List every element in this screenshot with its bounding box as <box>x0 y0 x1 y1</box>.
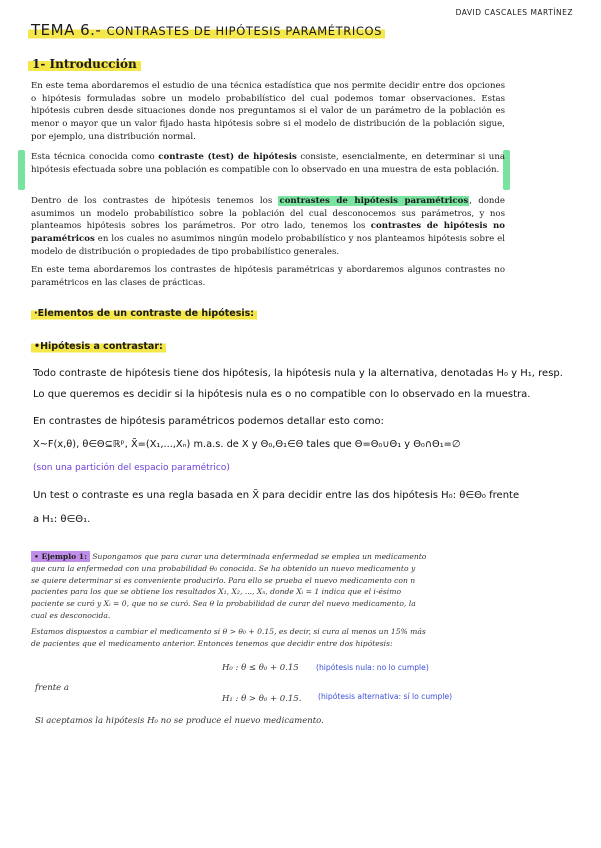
title-sub: CONTRASTES DE HIPÓTESIS PARAMÉTRICOS <box>106 24 383 38</box>
intro-paragraph-2 <box>31 151 505 176</box>
hypothesis-line-3: En contrastes de hipótesis paramétricos podemos detallar esto como: <box>33 416 384 427</box>
p2-text-a: Esta técnica conocida como <box>31 152 159 162</box>
example-1-block <box>31 551 501 649</box>
highlight-bar-left <box>18 150 25 190</box>
hypothesis-formula: X~F(x,θ), θ∈Θ⊆ℝᵖ, X̃=(X₁,...,Xₙ) m.a.s. de X y Θ₀,Θ₁∈Θ tales que Θ=Θ₀∪Θ₁ y Θ₀∩Θ₁=∅ <box>33 439 461 450</box>
alternative-hypothesis-note: (hipótesis alternativa: sí lo cumple) <box>318 692 453 701</box>
author-name: DAVID CASCALES MARTÍNEZ <box>455 8 573 17</box>
frente-a-text: frente a <box>35 683 69 693</box>
example-text-1: Supongamos que para curar una determinada enfermedad se emplea un medicamento <box>92 552 427 561</box>
test-definition-line: Un test o contraste es una regla basada en X̃ para decidir entre las dos hipótesis H₀: θ∈Θ₀ frente <box>33 490 520 501</box>
page-title <box>28 20 385 39</box>
example-line: pacientes para los que se obtiene los resultados X₁, X₂, ..., Xₙ, donde Xᵢ = 1 indica que el i-ésimo <box>31 587 402 597</box>
p3-highlighted-term: contrastes de hipótesis paramétricos <box>279 196 469 206</box>
p3-text-a: Dentro de los contrastes de hipótesis tenemos los <box>31 196 279 206</box>
example-line: se quiere determinar si es conveniente producirlo. Para ello se prueba el nuevo medicamento con n <box>31 575 416 585</box>
example-line: de pacientes que el medicamento anterior. Entonces tenemos que decidir entre dos hipótesis: <box>31 638 393 648</box>
hypothesis-line-1: Todo contraste de hipótesis tiene dos hipótesis, la hipótesis nula y la alternativa, denotadas H₀ y H₁, resp. <box>33 368 563 379</box>
hypothesis-line-2: Lo que queremos es decidir si la hipótesis nula es o no compatible con lo observado en la muestra. <box>33 389 531 400</box>
example-line: que cura la enfermedad con una probabilidad θ₀ conocida. Se ha obtenido un nuevo medicamento y <box>31 563 416 573</box>
null-hypothesis-formula: H₀ : θ ≤ θ₀ + 0.15 <box>222 663 299 673</box>
partition-note: (son una partición del espacio paramétrico) <box>33 463 230 473</box>
p3-text-c: en los cuales no asumimos ningún modelo probabilístico y nos planteamos hipótesis sobre el modelo de distribución o propiedades de tipo probabilístico generales. <box>31 234 505 257</box>
test-definition-line-2: a H₁: θ∈Θ₁. <box>33 514 91 525</box>
p2-bold-term: contraste (test) de hipótesis <box>158 152 297 162</box>
subheading-hypotheses: •Hipótesis a contrastar: <box>31 340 166 353</box>
section-heading-intro: 1- Introducción <box>28 56 141 72</box>
example-line: cual es desconocida. <box>31 610 111 620</box>
example-line: Estamos dispuestos a cambiar el medicamento si θ > θ₀ + 0.15, es decir, si cura al menos un 15% más <box>31 626 426 636</box>
example-line: paciente se curó y Xᵢ = 0, que no se curó. Sea θ la probabilidad de curar del nuevo medicamento, la <box>31 599 416 609</box>
example-line <box>31 551 501 563</box>
example-conclusion: Si aceptamos la hipótesis H₀ no se produce el nuevo medicamento. <box>35 716 324 726</box>
intro-paragraph-4: En este tema abordaremos los contrastes de hipótesis paramétricas y abordaremos algunos contrastes no paramétricos en las clases de prácticas. <box>31 265 505 288</box>
intro-paragraph-1: En este tema abordaremos el estudio de una técnica estadística que nos permite decidir entre dos opciones o hipótesis formuladas sobre un modelo probabilístico del cual podemos tomar observaciones. Estas hipótesis cubren desde situaciones donde nos preguntamos si el valor de un parámetro de la población es menor o mayor que un valor fijado hasta hipótesis sobre si el modelo de distribución de la población sigue, por ejemplo, una distribución normal. <box>31 81 505 142</box>
alternative-hypothesis-formula: H₁ : θ > θ₀ + 0.15. <box>222 694 302 704</box>
p3-text-b: , donde asumimos un modelo probabilístico sobre la población del cual desconocemos sus parámetros, y nos planteamos hipótesis sobres los parámetros. Por otro lado, tenemos los <box>31 196 506 232</box>
p3-bold-term: contrastes de hipótesis no paramétricos <box>31 221 505 245</box>
title-main: TEMA 6.- <box>31 21 102 39</box>
p2-text-b: consiste, esencialmente, en determinar si una hipótesis efectuada sobre una población es compatible con lo observado en una muestra de esta población. <box>31 152 505 175</box>
section-heading-elements: ·Elementos de un contraste de hipótesis: <box>31 307 257 320</box>
example-label: • Ejemplo 1: <box>31 551 90 562</box>
null-hypothesis-note: (hipótesis nula: no lo cumple) <box>316 663 429 672</box>
intro-paragraph-3 <box>31 195 505 259</box>
